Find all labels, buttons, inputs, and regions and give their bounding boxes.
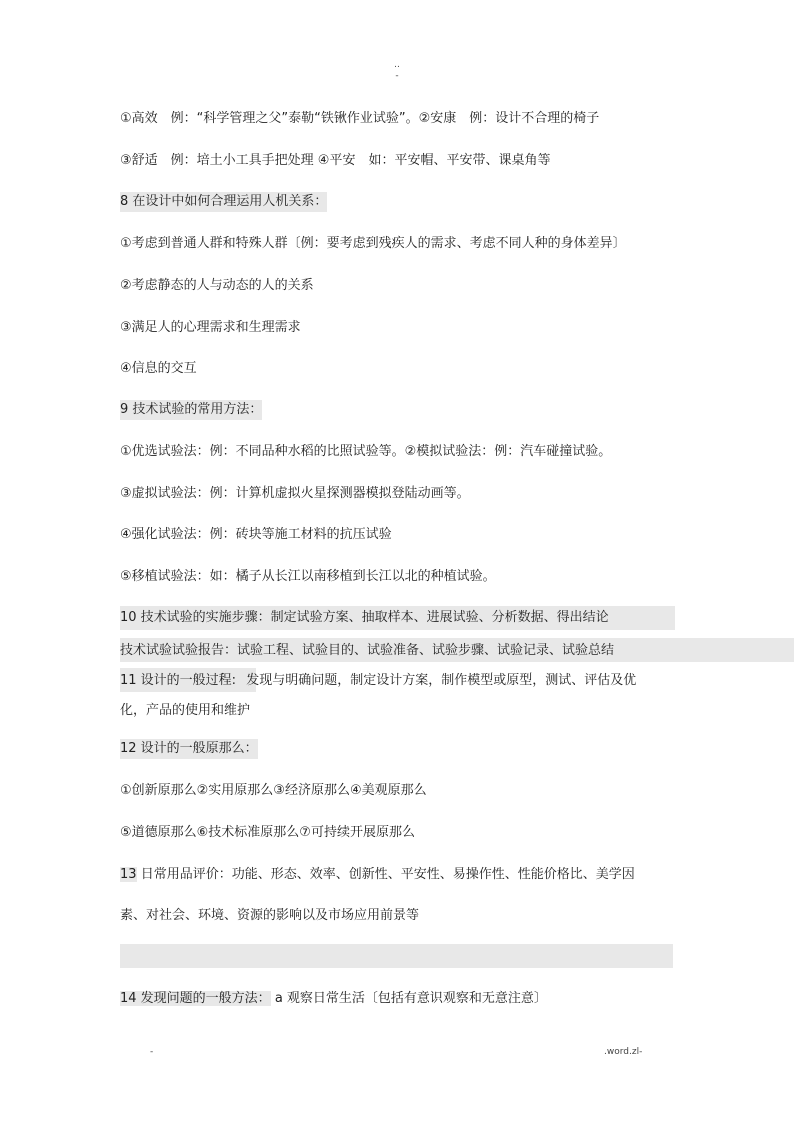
section-heading xyxy=(120,989,547,1009)
text-line: ①优选试验法：例：不同品种水稻的比照试验等。②模拟试验法：例：汽车碰撞试验。 xyxy=(120,444,612,459)
text-line: 技术试验试验报告：试验工程、试验目的、试验准备、试验步骤、试验记录、试验总结 xyxy=(120,643,615,658)
section-heading xyxy=(120,865,635,885)
section-heading: 8 在设计中如何合理运用人机关系： xyxy=(120,192,327,212)
text-line: ②考虑静态的人与动态的人的关系 xyxy=(120,278,314,293)
footer-right: .word.zl- xyxy=(604,1047,643,1057)
text-line: ④强化试验法：例：砖块等施工材料的抗压试验 xyxy=(120,527,392,542)
heading-text: 日常用品评价：功能、形态、效率、创新性、平安性、易操作性、性能价格比、美学因 xyxy=(140,867,635,882)
heading-label: 11 设计的一般过程: xyxy=(120,673,237,688)
text-line: ③虚拟试验法：例：计算机虚拟火星探测器模拟登陆动画等。 xyxy=(120,486,470,501)
highlight-band xyxy=(120,944,673,968)
text-line: 素、对社会、环境、资源的影响以及市场应用前景等 xyxy=(120,908,420,923)
section-heading: 10 技术试验的实施步骤：制定试验方案、抽取样本、进展试验、分析数据、得出结论 xyxy=(120,610,609,625)
section-heading xyxy=(120,671,636,691)
heading-number: 13 xyxy=(120,867,137,882)
heading-text: a 观察日常生活〔包括有意识观察和无意注意〕 xyxy=(274,991,547,1006)
text-line: ①高效 例：“科学管理之父”泰勒“铁锹作业试验”。②安康 例：设计不合理的椅子 xyxy=(120,111,600,126)
text-line: ③舒适 例：培土小工具手把处理 ④平安 如：平安帽、平安带、课桌角等 xyxy=(120,153,551,168)
section-heading: 12 设计的一般原那么： xyxy=(120,739,258,759)
heading-text: 发现与明确问题，制定设计方案，制作模型或原型，测试、评估及优 xyxy=(246,673,637,688)
text-line: 化，产品的使用和维护 xyxy=(120,703,251,718)
header-dash: - xyxy=(395,71,399,81)
heading-label: 14 发现问题的一般方法： xyxy=(120,991,271,1006)
text-line: ⑤移植试验法：如：橘子从长江以南移植到长江以北的种植试验。 xyxy=(120,569,496,584)
header-dots: .. xyxy=(394,60,400,70)
text-line: ③满足人的心理需求和生理需求 xyxy=(120,320,301,335)
section-heading: 9 技术试验的常用方法： xyxy=(120,400,262,420)
text-line: ①创新原那么②实用原那么③经济原那么④美观原那么 xyxy=(120,783,427,798)
text-line: ⑤道德原那么⑥技术标准原那么⑦可持续开展原那么 xyxy=(120,825,415,840)
text-line: ①考虑到普通人群和特殊人群〔例：要考虑到残疾人的需求、考虑不同人种的身体差异〕 xyxy=(120,236,626,251)
footer-left: - xyxy=(150,1047,154,1057)
text-line: ④信息的交互 xyxy=(120,361,197,376)
